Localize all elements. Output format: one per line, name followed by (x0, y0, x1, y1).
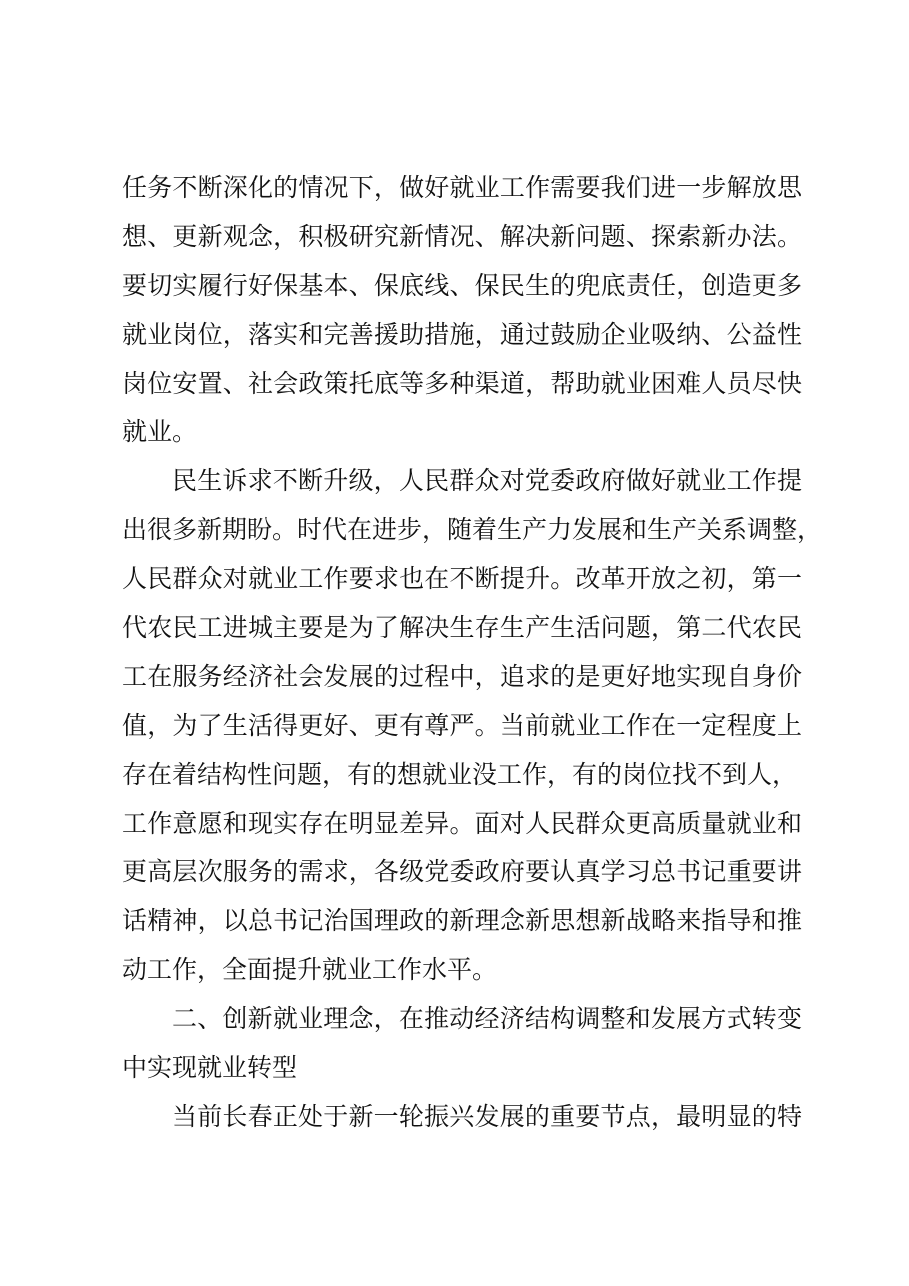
paragraph-3 (122, 1093, 802, 1142)
heading-line: 中实现就业转型 (122, 1053, 298, 1083)
text-line: 更高层次服务的需求，各级党委政府要认真学习总书记重要讲 (122, 857, 802, 887)
text-line: 就业。 (122, 417, 198, 447)
text-line: 想、更新观念，积极研究新情况、解决新问题、探索新办法。 (122, 221, 802, 251)
text-line: 出很多新期盼。时代在进步，随着生产力发展和生产关系调整， (122, 515, 823, 545)
text-line: 工在服务经济社会发展的过程中，追求的是更好地实现自身价 (122, 661, 802, 691)
text-line: 代农民工进城主要是为了解决生存生产生活问题，第二代农民 (122, 613, 802, 643)
text-line: 民生诉求不断升级，人民群众对党委政府做好就业工作提 (172, 466, 802, 496)
document-body (122, 164, 823, 1142)
text-line: 就业岗位，落实和完善援助措施，通过鼓励企业吸纳、公益性 (122, 319, 802, 349)
text-line: 要切实履行好保基本、保底线、保民生的兜底责任，创造更多 (122, 270, 802, 300)
text-line: 岗位安置、社会政策托底等多种渠道，帮助就业困难人员尽快 (122, 368, 802, 398)
text-line: 动工作，全面提升就业工作水平。 (122, 955, 498, 985)
paragraph-2 (122, 457, 823, 995)
heading-line: 二、创新就业理念，在推动经济结构调整和发展方式转变 (172, 1004, 802, 1034)
text-line: 工作意愿和现实存在明显差异。面对人民群众更高质量就业和 (122, 808, 802, 838)
text-line: 当前长春正处于新一轮振兴发展的重要节点，最明显的特 (172, 1101, 802, 1131)
paragraph-1 (122, 164, 802, 457)
text-line: 人民群众对就业工作要求也在不断提升。改革开放之初，第一 (122, 564, 802, 594)
text-line: 值，为了生活得更好、更有尊严。当前就业工作在一定程度上 (122, 710, 802, 740)
text-line: 存在着结构性问题，有的想就业没工作，有的岗位找不到人， (122, 759, 798, 789)
text-line: 话精神，以总书记治国理政的新理念新思想新战略来指导和推 (122, 906, 802, 936)
text-line: 任务不断深化的情况下，做好就业工作需要我们进一步解放思 (122, 173, 802, 202)
section-heading (122, 995, 802, 1093)
